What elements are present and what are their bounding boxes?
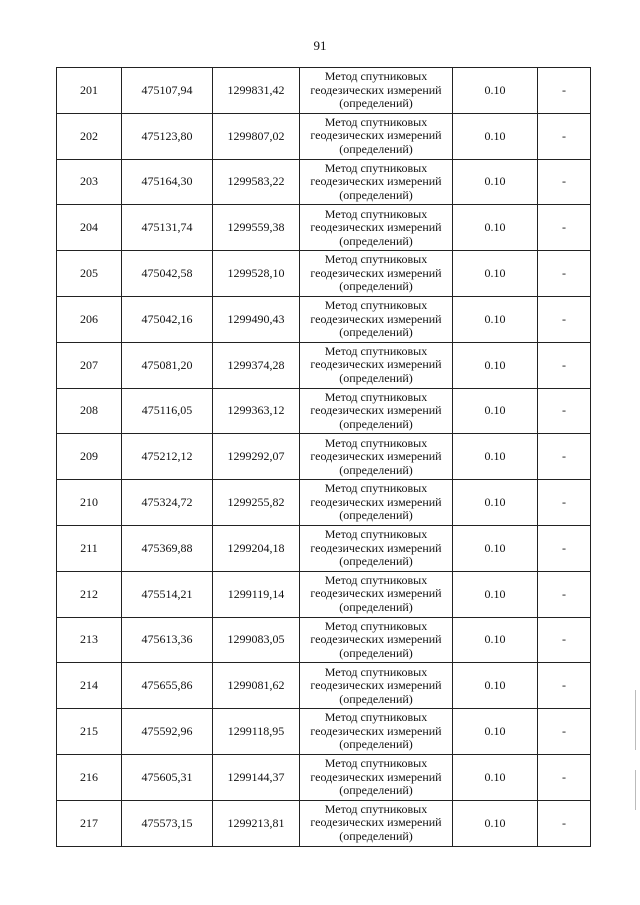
method-line: геодезических измерений <box>310 494 442 509</box>
y-coordinate-cell: 1299118,95 <box>213 709 300 755</box>
y-coordinate-cell: 1299204,18 <box>213 525 300 571</box>
note-cell: - <box>538 113 591 159</box>
table-row <box>57 251 591 297</box>
note-cell: - <box>538 434 591 480</box>
accuracy-cell: 0.10 <box>453 434 538 480</box>
accuracy-cell: 0.10 <box>453 68 538 114</box>
table-row <box>57 113 591 159</box>
note-cell: - <box>538 388 591 434</box>
y-coordinate-cell: 1299292,07 <box>213 434 300 480</box>
method-cell <box>300 296 453 342</box>
x-coordinate-cell: 475107,94 <box>122 68 213 114</box>
method-line: (определений) <box>339 508 413 523</box>
method-line: Метод спутниковых <box>324 343 428 358</box>
x-coordinate-cell: 475324,72 <box>122 480 213 526</box>
method-line: Метод спутниковых <box>324 206 428 221</box>
y-coordinate-cell: 1299144,37 <box>213 754 300 800</box>
point-number-cell: 206 <box>57 296 122 342</box>
method-line: геодезических измерений <box>310 174 442 189</box>
y-coordinate-cell: 1299528,10 <box>213 251 300 297</box>
method-cell <box>300 159 453 205</box>
note-cell: - <box>538 342 591 388</box>
accuracy-cell: 0.10 <box>453 663 538 709</box>
x-coordinate-cell: 475042,16 <box>122 296 213 342</box>
table-body <box>57 68 591 847</box>
method-cell <box>300 800 453 846</box>
method-cell <box>300 525 453 571</box>
table-row <box>57 480 591 526</box>
y-coordinate-cell: 1299583,22 <box>213 159 300 205</box>
x-coordinate-cell: 475042,58 <box>122 251 213 297</box>
note-cell: - <box>538 68 591 114</box>
note-cell: - <box>538 617 591 663</box>
method-line: Метод спутниковых <box>324 435 428 450</box>
scan-edge-mark <box>635 770 636 810</box>
method-cell <box>300 754 453 800</box>
x-coordinate-cell: 475592,96 <box>122 709 213 755</box>
method-line: Метод спутниковых <box>324 252 428 267</box>
y-coordinate-cell: 1299083,05 <box>213 617 300 663</box>
method-line: геодезических измерений <box>310 449 442 464</box>
method-line: геодезических измерений <box>310 357 442 372</box>
method-cell <box>300 663 453 709</box>
x-coordinate-cell: 475613,36 <box>122 617 213 663</box>
method-cell <box>300 205 453 251</box>
y-coordinate-cell: 1299559,38 <box>213 205 300 251</box>
method-line: Метод спутниковых <box>324 664 428 679</box>
method-line: Метод спутниковых <box>324 69 428 84</box>
method-cell <box>300 251 453 297</box>
method-line: (определений) <box>339 416 413 431</box>
table-row <box>57 663 591 709</box>
accuracy-cell: 0.10 <box>453 159 538 205</box>
table-row <box>57 617 591 663</box>
note-cell: - <box>538 663 591 709</box>
accuracy-cell: 0.10 <box>453 205 538 251</box>
table-row <box>57 68 591 114</box>
accuracy-cell: 0.10 <box>453 800 538 846</box>
point-number-cell: 207 <box>57 342 122 388</box>
method-cell <box>300 388 453 434</box>
note-cell: - <box>538 480 591 526</box>
method-line: геодезических измерений <box>310 403 442 418</box>
point-number-cell: 208 <box>57 388 122 434</box>
method-cell <box>300 342 453 388</box>
method-line: Метод спутниковых <box>324 572 428 587</box>
method-line: (определений) <box>339 325 413 340</box>
table-row <box>57 571 591 617</box>
method-cell <box>300 709 453 755</box>
method-line: геодезических измерений <box>310 220 442 235</box>
method-line: Метод спутниковых <box>324 756 428 771</box>
table-row <box>57 342 591 388</box>
method-line: (определений) <box>339 141 413 156</box>
method-cell <box>300 617 453 663</box>
point-number-cell: 201 <box>57 68 122 114</box>
accuracy-cell: 0.10 <box>453 388 538 434</box>
note-cell: - <box>538 754 591 800</box>
point-number-cell: 204 <box>57 205 122 251</box>
y-coordinate-cell: 1299807,02 <box>213 113 300 159</box>
method-line: геодезических измерений <box>310 723 442 738</box>
accuracy-cell: 0.10 <box>453 296 538 342</box>
x-coordinate-cell: 475369,88 <box>122 525 213 571</box>
note-cell: - <box>538 205 591 251</box>
method-line: геодезических измерений <box>310 815 442 830</box>
method-line: (определений) <box>339 187 413 202</box>
scan-edge-mark <box>635 690 636 750</box>
method-line: геодезических измерений <box>310 632 442 647</box>
method-line: Метод спутниковых <box>324 298 428 313</box>
method-line: (определений) <box>339 783 413 798</box>
note-cell: - <box>538 159 591 205</box>
method-line: геодезических измерений <box>310 540 442 555</box>
y-coordinate-cell: 1299081,62 <box>213 663 300 709</box>
point-number-cell: 209 <box>57 434 122 480</box>
y-coordinate-cell: 1299119,14 <box>213 571 300 617</box>
method-line: Метод спутниковых <box>324 527 428 542</box>
x-coordinate-cell: 475573,15 <box>122 800 213 846</box>
table-row <box>57 800 591 846</box>
point-number-cell: 205 <box>57 251 122 297</box>
point-number-cell: 210 <box>57 480 122 526</box>
x-coordinate-cell: 475131,74 <box>122 205 213 251</box>
y-coordinate-cell: 1299490,43 <box>213 296 300 342</box>
method-line: (определений) <box>339 462 413 477</box>
accuracy-cell: 0.10 <box>453 571 538 617</box>
table-row <box>57 205 591 251</box>
accuracy-cell: 0.10 <box>453 480 538 526</box>
x-coordinate-cell: 475081,20 <box>122 342 213 388</box>
table-row <box>57 159 591 205</box>
accuracy-cell: 0.10 <box>453 709 538 755</box>
method-line: Метод спутниковых <box>324 160 428 175</box>
y-coordinate-cell: 1299255,82 <box>213 480 300 526</box>
method-line: Метод спутниковых <box>324 114 428 129</box>
note-cell: - <box>538 525 591 571</box>
point-number-cell: 217 <box>57 800 122 846</box>
x-coordinate-cell: 475514,21 <box>122 571 213 617</box>
method-line: Метод спутниковых <box>324 481 428 496</box>
accuracy-cell: 0.10 <box>453 754 538 800</box>
method-line: (определений) <box>339 691 413 706</box>
x-coordinate-cell: 475655,86 <box>122 663 213 709</box>
method-line: геодезических измерений <box>310 311 442 326</box>
method-line: (определений) <box>339 370 413 385</box>
x-coordinate-cell: 475116,05 <box>122 388 213 434</box>
method-line: (определений) <box>339 233 413 248</box>
method-line: Метод спутниковых <box>324 801 428 816</box>
y-coordinate-cell: 1299213,81 <box>213 800 300 846</box>
table-row <box>57 434 591 480</box>
table-row <box>57 525 591 571</box>
coordinates-table <box>56 67 591 847</box>
accuracy-cell: 0.10 <box>453 342 538 388</box>
method-line: (определений) <box>339 599 413 614</box>
method-cell <box>300 571 453 617</box>
note-cell: - <box>538 800 591 846</box>
method-cell <box>300 68 453 114</box>
note-cell: - <box>538 296 591 342</box>
method-line: геодезических измерений <box>310 586 442 601</box>
point-number-cell: 211 <box>57 525 122 571</box>
y-coordinate-cell: 1299363,12 <box>213 388 300 434</box>
table-row <box>57 754 591 800</box>
method-line: (определений) <box>339 737 413 752</box>
point-number-cell: 203 <box>57 159 122 205</box>
method-cell <box>300 480 453 526</box>
point-number-cell: 212 <box>57 571 122 617</box>
table-row <box>57 388 591 434</box>
method-line: геодезических измерений <box>310 82 442 97</box>
method-line: геодезических измерений <box>310 265 442 280</box>
accuracy-cell: 0.10 <box>453 113 538 159</box>
table-row <box>57 296 591 342</box>
point-number-cell: 216 <box>57 754 122 800</box>
accuracy-cell: 0.10 <box>453 251 538 297</box>
note-cell: - <box>538 251 591 297</box>
note-cell: - <box>538 571 591 617</box>
x-coordinate-cell: 475123,80 <box>122 113 213 159</box>
point-number-cell: 202 <box>57 113 122 159</box>
point-number-cell: 213 <box>57 617 122 663</box>
page-number: 91 <box>313 38 327 53</box>
table-row <box>57 709 591 755</box>
method-line: (определений) <box>339 645 413 660</box>
method-line: геодезических измерений <box>310 678 442 692</box>
method-line: Метод спутниковых <box>324 389 428 404</box>
method-line: геодезических измерений <box>310 769 442 784</box>
method-line: Метод спутниковых <box>324 618 428 633</box>
x-coordinate-cell: 475605,31 <box>122 754 213 800</box>
method-cell <box>300 434 453 480</box>
point-number-cell: 214 <box>57 663 122 709</box>
x-coordinate-cell: 475212,12 <box>122 434 213 480</box>
method-line: (определений) <box>339 828 413 843</box>
x-coordinate-cell: 475164,30 <box>122 159 213 205</box>
method-line: Метод спутниковых <box>324 710 428 725</box>
note-cell: - <box>538 709 591 755</box>
y-coordinate-cell: 1299831,42 <box>213 68 300 114</box>
method-line: (определений) <box>339 96 413 111</box>
method-line: (определений) <box>339 554 413 569</box>
method-line: геодезических измерений <box>310 128 442 143</box>
y-coordinate-cell: 1299374,28 <box>213 342 300 388</box>
method-line: (определений) <box>339 279 413 294</box>
point-number-cell: 215 <box>57 709 122 755</box>
accuracy-cell: 0.10 <box>453 525 538 571</box>
method-cell <box>300 113 453 159</box>
accuracy-cell: 0.10 <box>453 617 538 663</box>
